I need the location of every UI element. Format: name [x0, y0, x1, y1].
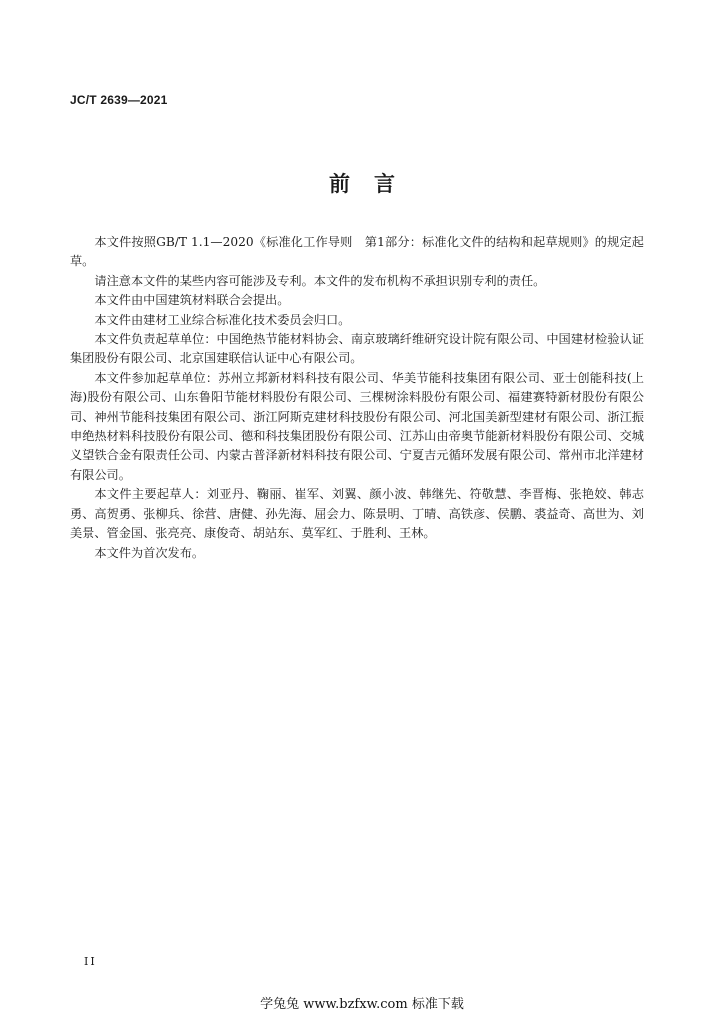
- foreword-body: [70, 233, 644, 563]
- standard-code: JC/T 2639—2021: [70, 93, 168, 107]
- site-watermark: 学兔兔 www.bzfxw.com 标准下载: [260, 997, 464, 1012]
- paragraph-participating-units: 本文件参加起草单位：苏州立邦新材料科技有限公司、华美节能科技集团有限公司、亚士创能科技(上海)股份有限公司、山东鲁阳节能材料股份有限公司、三棵树涂料股份有限公司、福建赛特新材股份有限公司、神州节能科技集团有限公司、浙江阿斯克建材科技股份有限公司、河北国美新型建材有限公司、浙江振申绝热材料科技股份有限公司、德和科技集团股份有限公司、江苏山由帝奥节能新材料股份有限公司、交城义望铁合金有限责任公司、内蒙古普泽新材料科技有限公司、宁夏吉元循环发展有限公司、常州市北洋建材有限公司。: [70, 370, 644, 482]
- paragraph-patent-notice: 请注意本文件的某些内容可能涉及专利。本文件的发布机构不承担识别专利的责任。: [94, 273, 546, 288]
- page-number: II: [84, 955, 97, 968]
- paragraph-main-drafters: 本文件主要起草人：刘亚丹、鞠丽、崔军、刘翼、颜小波、韩继先、符敬慧、李晋梅、张艳姣、韩志勇、高贺勇、张柳兵、徐营、唐健、孙先海、屈会力、陈景明、丁晴、高铁彦、侯鹏、裘益奇、高世为、刘美景、管金国、张亮亮、康俊奇、胡站东、莫军红、于胜利、王林。: [70, 487, 644, 541]
- page-title: 前言: [329, 171, 419, 196]
- paragraph-drafting-rules: 本文件按照GB/T 1.1—2020《标准化工作导则 第1部分：标准化文件的结构和起草规则》的规定起草。: [70, 235, 644, 269]
- paragraph-lead-drafting-units: 本文件负责起草单位：中国绝热节能材料协会、南京玻璃纤维研究设计院有限公司、中国建材检验认证集团股份有限公司、北京国建联信认证中心有限公司。: [70, 332, 644, 366]
- paragraph-technical-committee: 本文件由建材工业综合标准化技术委员会归口。: [94, 312, 351, 327]
- paragraph-proposer: 本文件由中国建筑材料联合会提出。: [94, 293, 290, 308]
- paragraph-first-release: 本文件为首次发布。: [94, 545, 205, 560]
